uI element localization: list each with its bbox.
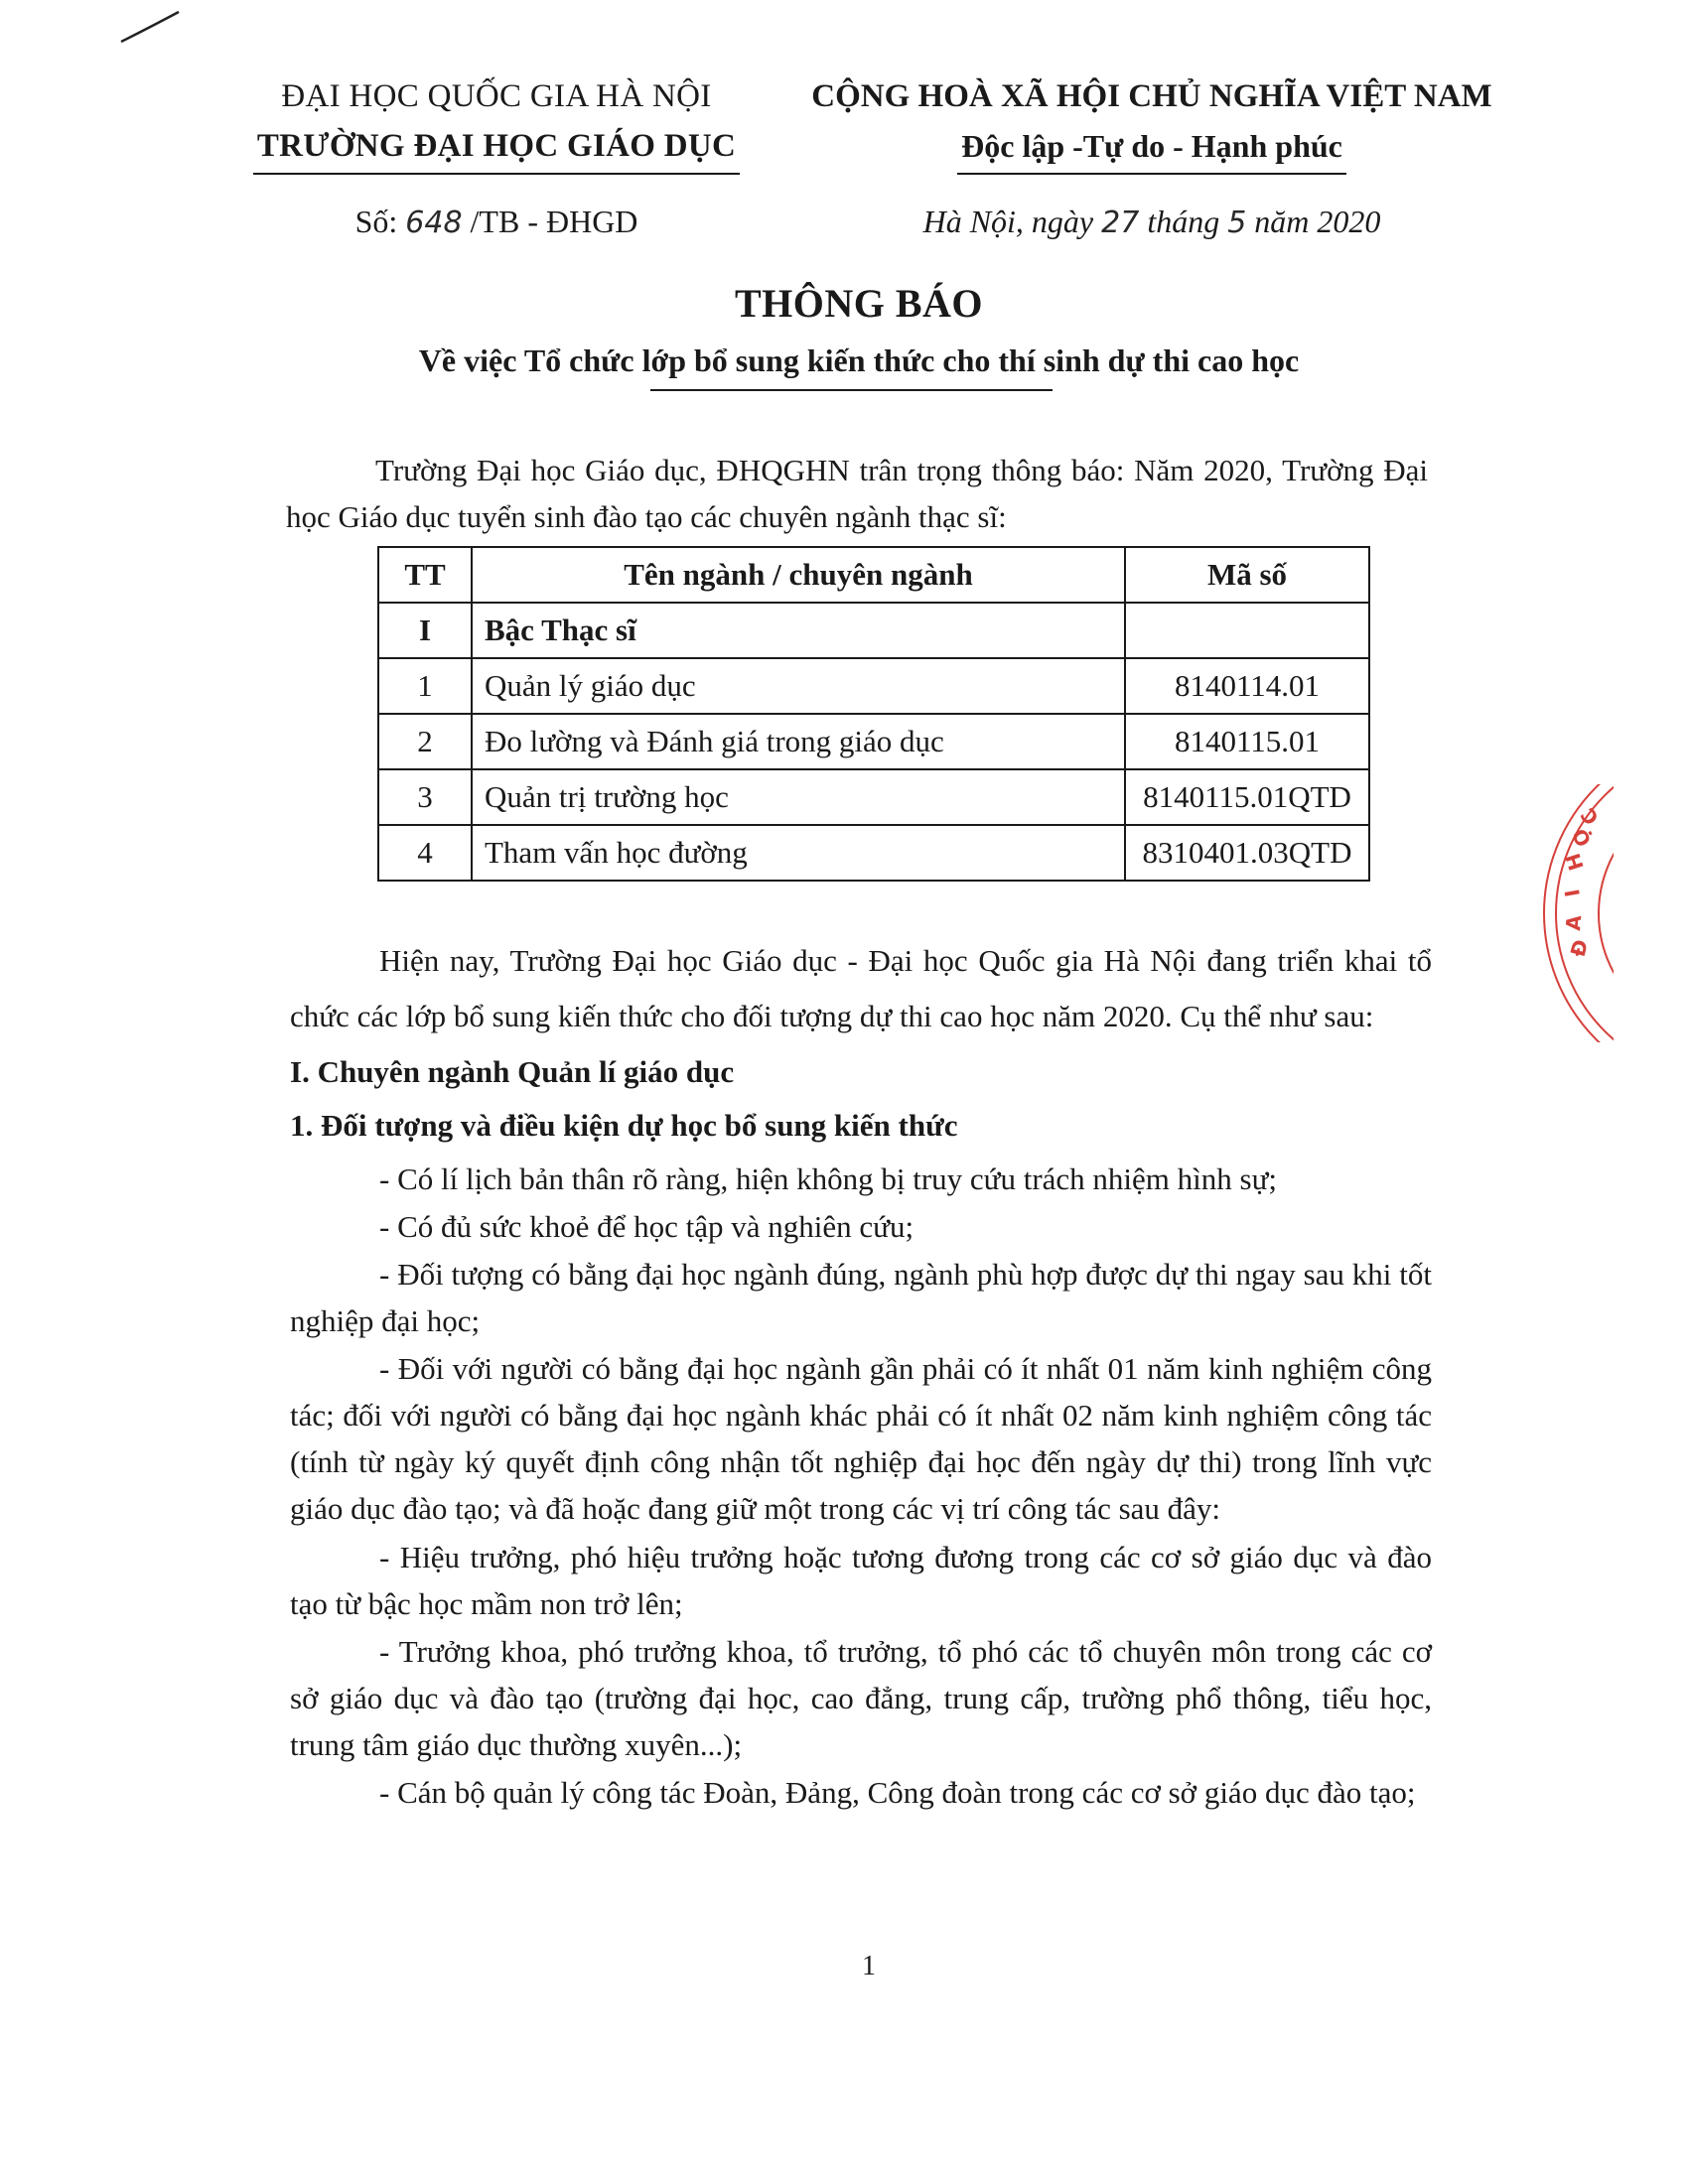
svg-text:H: H — [1560, 850, 1589, 874]
svg-text:Đ: Đ — [1565, 936, 1594, 960]
list-item: - Đối tượng có bằng đại học ngành đúng, ngành phù hợp được dự thi ngay sau khi tốt nghiệp đại học; — [290, 1257, 1432, 1338]
list-item: - Trưởng khoa, phó trưởng khoa, tổ trưởng, tổ phó các tổ chuyên môn trong các cơ sở giáo dục và đào tạo (trường đại học, cao đẳng, trung cấp, trường phổ thông, tiểu học, trung tâm giáo dục thường xuyên...); — [290, 1634, 1432, 1762]
table-cell: 8140114.01 — [1125, 658, 1369, 714]
table-cell: Đo lường và Đánh giá trong giáo dục — [472, 714, 1125, 769]
national-header — [794, 71, 1509, 248]
svg-text:A: A — [1561, 913, 1587, 932]
intro-paragraph: Trường Đại học Giáo dục, ĐHQGHN trân trọng thông báo: Năm 2020, Trường Đại học Giáo dục tuyển sinh đào tạo các chuyên ngành thạc sĩ: — [286, 453, 1428, 534]
table-cell: 4 — [378, 825, 472, 881]
table-cell: 2 — [378, 714, 472, 769]
svg-text:C: C — [1575, 803, 1604, 830]
svg-text:Ọ: Ọ — [1567, 824, 1597, 851]
national-motto: Độc lập -Tự do - Hạnh phúc — [794, 121, 1509, 175]
column-header: Tên ngành / chuyên ngành — [472, 547, 1125, 603]
subtitle-underline — [650, 389, 1053, 391]
table-header-row — [378, 547, 1369, 603]
table-cell: Quản trị trường học — [472, 769, 1125, 825]
list-item: - Hiệu trưởng, phó hiệu trưởng hoặc tương đương trong các cơ sở giáo dục và đào tạo từ bậc học mầm non trở lên; — [290, 1540, 1432, 1621]
table-row — [378, 658, 1369, 714]
table-row — [378, 769, 1369, 825]
issue-date: Hà Nội, ngày 27 tháng 5 năm 2020 — [922, 204, 1381, 240]
document-number: Số: 648 /TB - ĐHGD — [354, 204, 638, 240]
country-name: CỘNG HOÀ XÃ HỘI CHỦ NGHĨA VIỆT NAM — [811, 78, 1492, 114]
pen-mark — [119, 8, 189, 48]
table-row — [378, 825, 1369, 881]
column-header: Mã số — [1125, 547, 1369, 603]
implementation-paragraph: Hiện nay, Trường Đại học Giáo dục - Đại học Quốc gia Hà Nội đang triển khai tổ chức các lớp bổ sung kiến thức cho đối tượng dự thi cao học năm 2020. Cụ thể như sau: — [290, 943, 1432, 1033]
list-item: - Cán bộ quản lý công tác Đoàn, Đảng, Công đoàn trong các cơ sở giáo dục đào tạo; — [379, 1775, 1416, 1810]
list-item: - Có lí lịch bản thân rõ ràng, hiện không bị truy cứu trách nhiệm hình sự; — [379, 1161, 1278, 1196]
handwritten-month: 5 — [1227, 205, 1247, 240]
official-seal-stamp — [1534, 784, 1614, 1042]
table-cell: 1 — [378, 658, 472, 714]
document-title: THÔNG BÁO — [734, 281, 984, 326]
column-header: TT — [378, 547, 472, 603]
document-subtitle: Về việc Tổ chức lớp bổ sung kiến thức cho thí sinh dự thi cao học — [418, 342, 1300, 378]
table-cell: Bậc Thạc sĩ — [472, 603, 1125, 658]
table-cell: Tham vấn học đường — [472, 825, 1125, 881]
handwritten-day: 27 — [1101, 205, 1140, 240]
subsection-heading: 1. Đối tượng và điều kiện dự học bổ sung kiến thức — [290, 1108, 958, 1143]
issuing-organization — [238, 71, 755, 248]
majors-table — [377, 546, 1370, 882]
table-row — [378, 603, 1369, 658]
table-cell: 8140115.01QTD — [1125, 769, 1369, 825]
page-number: 1 — [862, 1951, 876, 1981]
table-cell: 8310401.03QTD — [1125, 825, 1369, 881]
table-cell — [1125, 603, 1369, 658]
section-heading: I. Chuyên ngành Quản lí giáo dục — [290, 1054, 735, 1089]
table-cell: 3 — [378, 769, 472, 825]
table-cell: I — [378, 603, 472, 658]
list-item: - Có đủ sức khoẻ để học tập và nghiên cứu; — [379, 1209, 914, 1244]
table-cell: 8140115.01 — [1125, 714, 1369, 769]
handwritten-doc-number: 648 — [405, 205, 463, 240]
table-row — [378, 714, 1369, 769]
list-item: - Đối với người có bằng đại học ngành gần phải có ít nhất 01 năm kinh nghiệm công tác; đối với người có bằng đại học ngành khác phải có ít nhất 02 năm kinh nghiệm công tác (tính từ ngày ký quyết định công nhận tốt nghiệp đại học đến ngày dự thi) trong lĩnh vực giáo dục đào tạo; và đã hoặc đang giữ một trong các vị trí công tác sau đây: — [290, 1351, 1432, 1526]
table-cell: Quản lý giáo dục — [472, 658, 1125, 714]
org-line2: TRƯỜNG ĐẠI HỌC GIÁO DỤC — [238, 121, 755, 175]
svg-text:I: I — [1559, 887, 1585, 899]
org-line1: ĐẠI HỌC QUỐC GIA HÀ NỘI — [281, 78, 712, 114]
